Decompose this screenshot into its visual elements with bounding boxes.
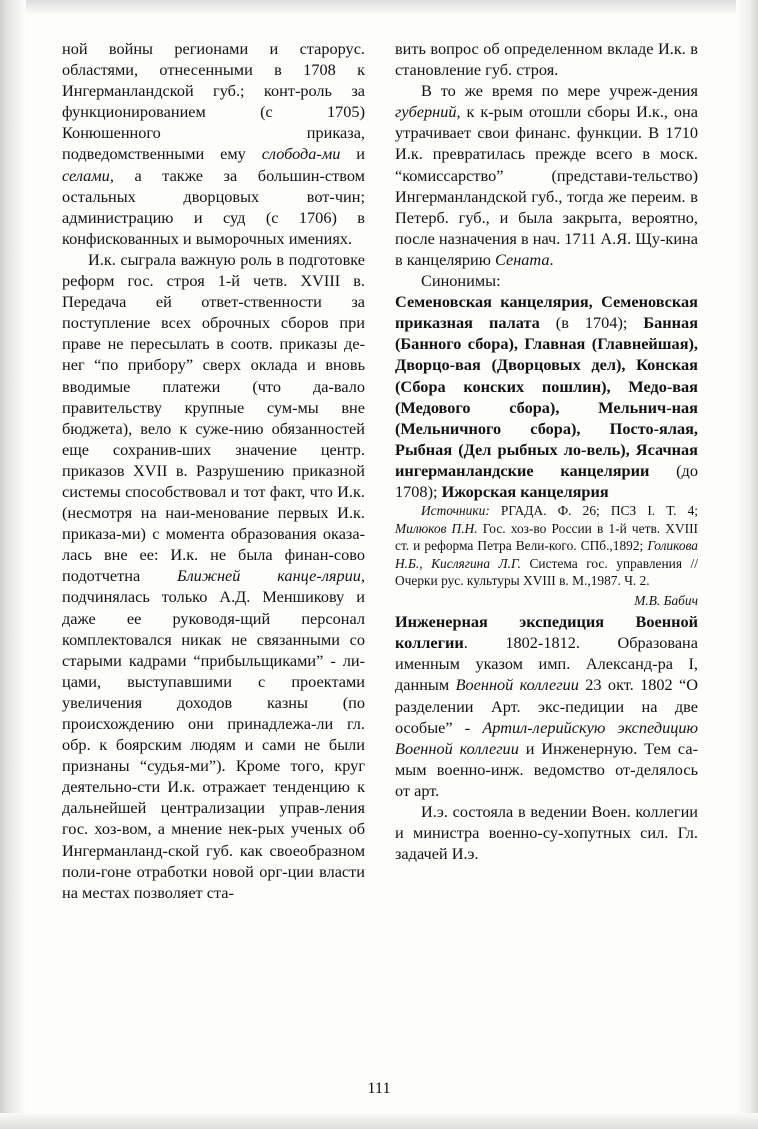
left-column [62, 38, 365, 1068]
text-run: губерний [395, 102, 457, 122]
text-run: , к к-рым отошли сборы И.к., она утрачивает свои финанс. функции. В 1710 И.к. превратилась прежде всего в моск. “комиссарство” (представи-тельство) Ингерманландской губ., тогда же переим. в Петерб. губ., и была закрыта, вероятно, после назначения в нач. 1711 А.Я. Щу-кина в канцелярию [395, 102, 698, 269]
text-run: и [340, 144, 365, 164]
dictionary-entry [395, 611, 698, 801]
text-run: ной войны регионами и старорус. областями, отнесенными в 1708 к Ингерманландской губ.; конт-роль за функционированием (с 1705) Конюшенного приказа, подведомственными ему [62, 39, 365, 164]
text-run: В то же время по мере учреж-дения [421, 81, 698, 101]
text-run: Банная (Банного сбора), Главная (Главнейшая), Дворцо-вая (Дворцовых дел), Конская (Сбора конских пошлин), Медо-вая (Медового сбора), Мельнич-ная (Мельничного сбора), Посто-ялая, Рыбная (Дел рыбных ло-вель), Ясачная ингерманландские канцелярии [395, 313, 699, 480]
paragraph-continued [62, 38, 365, 249]
scan-edge-bottom [0, 1113, 758, 1129]
right-column [395, 38, 698, 1068]
paragraph-body [62, 249, 365, 903]
text-run: слобода-ми [261, 144, 341, 164]
text-run: Семеновская канцелярия, Семеновская приказная палата [395, 292, 698, 333]
synonyms-list [395, 291, 698, 502]
text-run: Голикова Н.Б., Кислягина Л.Г. [395, 538, 698, 571]
text-run: (в 1704); [539, 313, 644, 333]
dictionary-entry-continuation [395, 801, 698, 864]
text-run: И.э. состояла в ведении Воен. коллегии и министра военно-су-хопутных сил. Гл. задачей И.э. [395, 801, 698, 864]
text-run: Гос. хоз-во России в 1-й четв. XVIII ст. и реформа Петра Вели-кого. СПб.,1892; [395, 520, 698, 554]
sources-note [395, 502, 698, 590]
page-number: 111 [367, 1078, 391, 1097]
text-run: . 1802-1812. Образована именным указом имп. Александ-ра I, данным [395, 633, 698, 695]
text-run: селами [62, 165, 110, 185]
paragraph-continued-right [395, 38, 698, 80]
scan-edge-left [0, 0, 26, 1129]
text-run: , подчинялась только А.Д. Меншикову и даже ее руководя-щий персонал комплектовался никак не связанными со старыми кадрами “прибыльщиками” - ли-цами, выступавшими с проектами увеличения доходов казны (по происхождению они принадлежа-ли гл. обр. к боярским людям и сами не были признаны “судья-ми”). Кроме того, круг деятельно-сти И.к. отражает тенденцию к дальнейшей централизации управ-ления гос. хоз-вом, а мнение нек-рых ученых об Ингерманланд-ской губ. как своеобразном поли-гоне отработки новой орг-ции власти на местах позволяет ста- [62, 566, 366, 902]
text-run: Ближней канце-лярии [176, 566, 361, 586]
text-run: Сената [495, 249, 550, 269]
two-column-layout [62, 38, 698, 1068]
author-signature: М.В. Бабич [634, 593, 698, 609]
text-run: Военной коллегии [455, 675, 579, 695]
text-run: РГАДА. Ф. 26; ПСЗ I. Т. 4; [489, 503, 698, 519]
entry-title: Инженерная экспедиция Военной коллегии [395, 612, 698, 653]
text-run: Источники: [421, 503, 490, 519]
text-run: Система гос. управления // Очерки рус. культуры XVIII в. М.,1987. Ч. 2. [395, 555, 698, 589]
scan-edge-right [736, 0, 758, 1129]
text-run: , а также за большин-ством остальных дворцовых вот-чин; администрацию и суд (с 1706) в конфискованных и выморочных имениях. [62, 165, 365, 248]
text-run: Милюков П.Н. [395, 520, 478, 536]
paragraph-body-right [395, 80, 698, 270]
page-content [62, 38, 698, 1078]
text-run: Артил-лерийскую экспедицию Военной коллегии [395, 717, 698, 758]
text-run: вить вопрос об определенном вкладе И.к. в становление губ. строя. [395, 39, 698, 80]
synonyms-label: Синонимы: [421, 271, 501, 291]
text-run: и Инженерную. Тем са-мым военно-инж. ведомство от-делялось от арт. [395, 738, 698, 800]
text-run: . [549, 249, 554, 269]
text-run: (до 1708); [395, 460, 698, 501]
text-run: 23 окт. 1802 “О разделении Арт. экс-педиции на две особые” - [395, 675, 699, 737]
scan-edge-top [0, 0, 758, 14]
text-run: Ижорская канцелярия [441, 481, 609, 501]
text-run: И.к. сыграла важную роль в подготовке реформ гос. строя 1-й четв. XVIII в. Передача ей ответ-ственности за поступление всех оброчных сборов при праве не пересылать в соотв. приказы де-нег “по прибору” сверх оклада и вновь вводимые платежи (что да-вало правительству крупные сум-мы вне бюджета), вело к суже-нию обязанностей еще сохранив-ших значение центр. приказов XVII в. Разрушению приказной системы способствовал и тот факт, что И.к. (несмотря на наи-менование первых И.к. приказа-ми) с момента образования оказа-лась вне ее: И.к. не была финан-сово подотчетна [62, 249, 365, 586]
